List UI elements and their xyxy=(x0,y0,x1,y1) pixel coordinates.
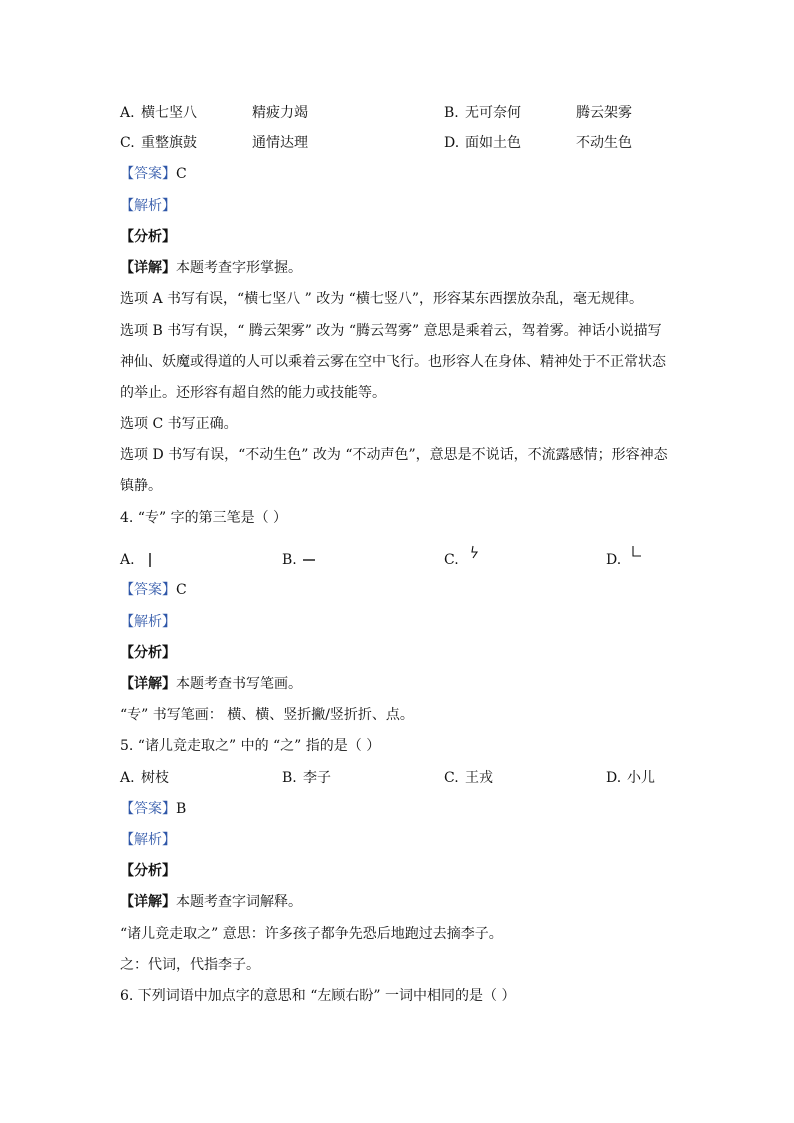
q3-explanation-line: 选项 A 书写有误，“横七坚八 ” 改为 “横七竖八”，形容某东西摆放杂乱，毫无规律。 xyxy=(120,291,643,307)
q4-fenxi-label: 【分析】 xyxy=(120,645,176,661)
option-word-2: 不动生色 xyxy=(576,135,632,151)
option-word-2: 腾云架雾 xyxy=(576,105,632,121)
option-word-1: 无可奈何 xyxy=(465,105,521,121)
answer-value: B xyxy=(176,801,187,817)
q3-answer xyxy=(120,164,187,184)
answer-label: 【答案】 xyxy=(120,582,176,598)
option-word-1: 重整旗鼓 xyxy=(141,135,197,151)
option-letter: B. xyxy=(282,552,297,568)
answer-value: C xyxy=(176,166,187,182)
detail-text: 本题考查书写笔画。 xyxy=(176,676,302,692)
q4-question: 4. “专” 字的第三笔是（ ） xyxy=(120,510,288,526)
detail-label: 【详解】 xyxy=(120,260,176,276)
option-letter: D. xyxy=(606,552,622,568)
answer-value: C xyxy=(176,582,187,598)
q5-detail xyxy=(120,892,302,912)
detail-text: 本题考查字词解释。 xyxy=(176,894,302,910)
detail-label: 【详解】 xyxy=(120,894,176,910)
option-letter: B. xyxy=(444,105,459,121)
option-letter: C. xyxy=(444,552,459,568)
answer-label: 【答案】 xyxy=(120,166,176,182)
q3-explanation-line: 镇静。 xyxy=(120,478,162,494)
q4-answer xyxy=(120,580,187,600)
q5-explanation-line: “诸儿竞走取之” 意思：许多孩子都争先恐后地跑过去摘李子。 xyxy=(120,926,503,942)
q3-explanation-line: 神仙、妖魔或得道的人可以乘着云雾在空中飞行。也形容人在身体、精神处于不正常状态 xyxy=(120,354,666,370)
option-word-1: 横七坚八 xyxy=(141,105,197,121)
option-letter: C. xyxy=(120,135,135,151)
option-letter: B. xyxy=(282,770,297,786)
option-text: 小儿 xyxy=(627,770,655,786)
option-letter: D. xyxy=(444,135,460,151)
q5-question: 5. “诸儿竞走取之” 中的 “之” 指的是（ ） xyxy=(120,738,381,754)
q5-explanation-line: 之：代词，代指李子。 xyxy=(120,957,260,973)
vertical-fold-sweep-icon xyxy=(467,544,481,560)
option-text: 树枝 xyxy=(141,770,169,786)
option-word-1: 面如土色 xyxy=(465,135,521,151)
option-text: 王戎 xyxy=(465,770,493,786)
option-letter: C. xyxy=(444,770,459,786)
option-letter: A. xyxy=(120,770,135,786)
q4-analysis-label: 【解析】 xyxy=(120,614,176,630)
option-letter: A. xyxy=(120,105,135,121)
q3-detail xyxy=(120,258,302,278)
q3-analysis-label: 【解析】 xyxy=(120,198,176,214)
answer-label: 【答案】 xyxy=(120,801,176,817)
vertical-stroke-icon xyxy=(143,552,157,568)
q3-explanation-line: 选项 D 书写有误，“不动生色” 改为 “不动声色”，意思是不说话，不流露感情；形容神态 xyxy=(120,447,668,463)
option-letter: A. xyxy=(120,552,135,568)
horizontal-stroke-icon xyxy=(302,552,316,568)
detail-label: 【详解】 xyxy=(120,676,176,692)
q3-explanation-line: 的举止。还形容有超自然的能力或技能等。 xyxy=(120,385,386,401)
q3-explanation-line: 选项 B 书写有误，“ 腾云架雾” 改为 “腾云驾雾” 意思是乘着云，驾着雾。神话小说描写 xyxy=(120,323,662,339)
option-letter: D. xyxy=(606,770,622,786)
q6-question: 6. 下列词语中加点字的意思和 “左顾右盼” 一词中相同的是（ ） xyxy=(120,988,516,1004)
q3-explanation-line: 选项 C 书写正确。 xyxy=(120,416,238,432)
q5-analysis-label: 【解析】 xyxy=(120,832,176,848)
q5-answer xyxy=(120,799,186,819)
q4-detail xyxy=(120,674,302,694)
detail-text: 本题考查字形掌握。 xyxy=(176,260,302,276)
option-word-2: 通情达理 xyxy=(252,135,308,151)
option-word-2: 精疲力竭 xyxy=(252,105,308,121)
q3-fenxi-label: 【分析】 xyxy=(120,229,176,245)
q5-fenxi-label: 【分析】 xyxy=(120,863,176,879)
vertical-turn-icon xyxy=(629,544,643,560)
option-text: 李子 xyxy=(303,770,331,786)
q4-explanation-line: “专” 书写笔画： 横、横、竖折撇/竖折折、点。 xyxy=(120,707,414,723)
